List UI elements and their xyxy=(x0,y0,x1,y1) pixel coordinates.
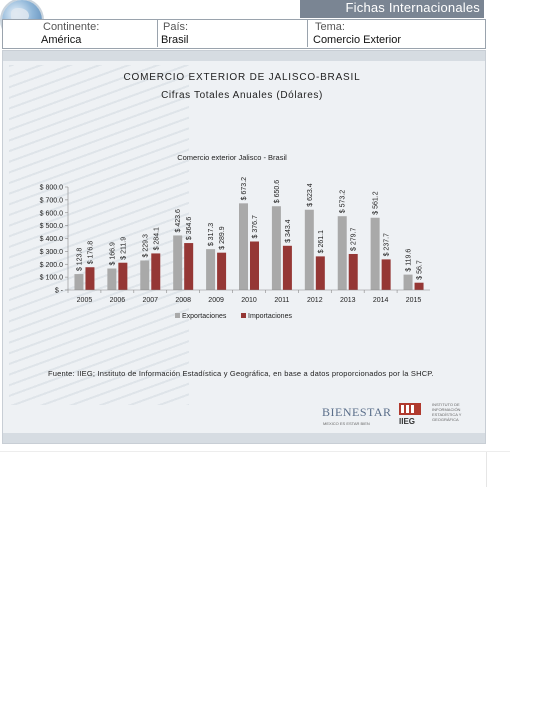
import-bar xyxy=(250,241,259,290)
x-tick-label: 2009 xyxy=(208,297,224,304)
export-bar xyxy=(404,275,413,290)
header-fields xyxy=(2,19,486,49)
bienestar-logo-tagline: MEXICO ES ESTAR BIEN xyxy=(323,421,370,426)
data-label: $ 376.7 xyxy=(252,215,259,239)
continent-field xyxy=(39,20,158,47)
import-bar xyxy=(349,254,358,290)
data-label: $ 561.2 xyxy=(372,191,380,215)
data-label: $ 364.6 xyxy=(186,216,194,241)
header-title-bar xyxy=(300,0,484,18)
export-bar xyxy=(206,249,215,290)
export-bar xyxy=(272,206,281,290)
x-tick-label: 2013 xyxy=(339,297,356,304)
y-tick-label: $ 300.0 xyxy=(39,248,63,256)
y-tick-label: $ 500.0 xyxy=(39,223,63,231)
data-label: $ 573.2 xyxy=(339,189,347,214)
export-bar xyxy=(371,218,380,290)
x-tick-label: 2015 xyxy=(405,297,422,304)
export-bar xyxy=(338,216,347,290)
header xyxy=(0,0,484,48)
ieeg-tagline-line: GEOGRÁFICA xyxy=(432,417,459,422)
data-label: $ 317.3 xyxy=(208,222,216,247)
topic-field xyxy=(311,20,483,47)
import-bar xyxy=(415,283,424,290)
y-tick-label: $ 600.0 xyxy=(39,210,63,218)
import-bar xyxy=(151,253,160,290)
chart-title: Comercio exterior Jalisco - Brasil xyxy=(177,153,287,162)
import-bar xyxy=(283,246,292,290)
x-axis xyxy=(68,290,430,304)
x-tick-label: 2005 xyxy=(76,297,93,304)
divider xyxy=(486,452,487,487)
ieeg-logo-tagline xyxy=(432,402,472,422)
y-tick-label: $ 800.0 xyxy=(39,184,63,192)
export-bar xyxy=(305,210,314,290)
source-note: Fuente: IIEG; Instituto de Información Estadística y Geográfica, en base a datos proporcionados por la SHCP. xyxy=(48,369,434,378)
panel-top-band xyxy=(3,51,485,61)
country-value: Brasil xyxy=(161,34,189,46)
legend-label: Importaciones xyxy=(248,313,292,320)
data-label: $ 650.6 xyxy=(273,179,281,204)
ieeg-logo-mark xyxy=(398,400,426,428)
y-tick-label: $ 400.0 xyxy=(39,236,63,243)
y-tick-label: $ 700.0 xyxy=(39,197,63,205)
export-bar xyxy=(173,235,182,290)
data-label: $ 237.7 xyxy=(383,233,391,257)
header-title: Fichas Internacionales xyxy=(345,0,480,15)
data-label: $ 343.4 xyxy=(284,219,292,243)
ieeg-logo xyxy=(398,400,478,430)
import-bar xyxy=(382,259,391,290)
data-label: $ 229.3 xyxy=(142,234,150,258)
export-bar xyxy=(140,260,149,290)
x-tick-label: 2012 xyxy=(307,297,323,304)
country-field xyxy=(159,20,308,47)
topic-value: Comercio Exterior xyxy=(313,34,402,46)
report-title: COMERCIO EXTERIOR DE JALISCO-BRASIL xyxy=(123,72,361,83)
data-label: $ 284.1 xyxy=(153,227,161,251)
y-tick-label: $ 100.0 xyxy=(39,274,63,282)
export-bar xyxy=(74,274,83,290)
export-bar xyxy=(239,203,248,290)
data-label: $ 673.2 xyxy=(241,176,248,201)
import-bar xyxy=(118,263,127,290)
ieeg-logo-text: IIEG xyxy=(399,417,416,426)
country-label: País: xyxy=(163,21,189,33)
continent-value: América xyxy=(41,34,82,46)
y-axis xyxy=(40,185,68,295)
x-tick-label: 2008 xyxy=(175,297,191,304)
bars xyxy=(74,177,423,290)
data-label: $ 261.1 xyxy=(317,230,325,254)
report-subtitle: Cifras Totales Anuales (Dólares) xyxy=(161,90,323,101)
divider xyxy=(0,451,510,452)
import-bar xyxy=(184,243,193,290)
x-tick-label: 2007 xyxy=(142,297,159,304)
data-label: $ 211.9 xyxy=(120,236,128,260)
ieeg-tagline-line: INFORMACIÓN xyxy=(432,407,461,412)
data-label: $ 56.7 xyxy=(416,260,424,280)
y-tick-label: $ 200.0 xyxy=(39,261,63,269)
panel-bottom-band xyxy=(3,433,485,443)
y-tick-label: $ - xyxy=(54,287,63,295)
data-label: $ 623.4 xyxy=(306,183,314,207)
legend-swatch xyxy=(175,313,180,318)
x-tick-label: 2014 xyxy=(372,297,389,304)
data-label: $ 423.6 xyxy=(175,209,183,233)
data-label: $ 123.8 xyxy=(76,247,84,272)
legend-swatch xyxy=(241,313,246,318)
data-label: $ 289.9 xyxy=(219,226,227,250)
ieeg-tagline-line: INSTITUTO DE xyxy=(432,402,460,407)
legend-label: Exportaciones xyxy=(182,313,227,320)
x-tick-label: 2011 xyxy=(274,297,290,304)
data-label: $ 119.6 xyxy=(405,248,413,272)
continent-label: Continente: xyxy=(43,21,100,33)
ieeg-tagline-line: ESTADÍSTICA Y xyxy=(432,412,462,417)
data-label: $ 279.7 xyxy=(350,227,358,251)
bar-chart xyxy=(0,145,484,330)
bienestar-logo xyxy=(322,405,392,431)
topic-label: Tema: xyxy=(315,21,345,33)
legend xyxy=(175,313,292,320)
import-bar xyxy=(217,253,226,290)
data-label: $ 176.8 xyxy=(87,240,95,265)
data-label: $ 166.9 xyxy=(109,242,117,266)
export-bar xyxy=(107,269,116,290)
import-bar xyxy=(85,267,94,290)
import-bar xyxy=(316,256,325,290)
x-tick-label: 2010 xyxy=(241,297,257,304)
x-tick-label: 2006 xyxy=(109,297,126,304)
bienestar-logo-text: BIENESTAR xyxy=(322,405,392,419)
